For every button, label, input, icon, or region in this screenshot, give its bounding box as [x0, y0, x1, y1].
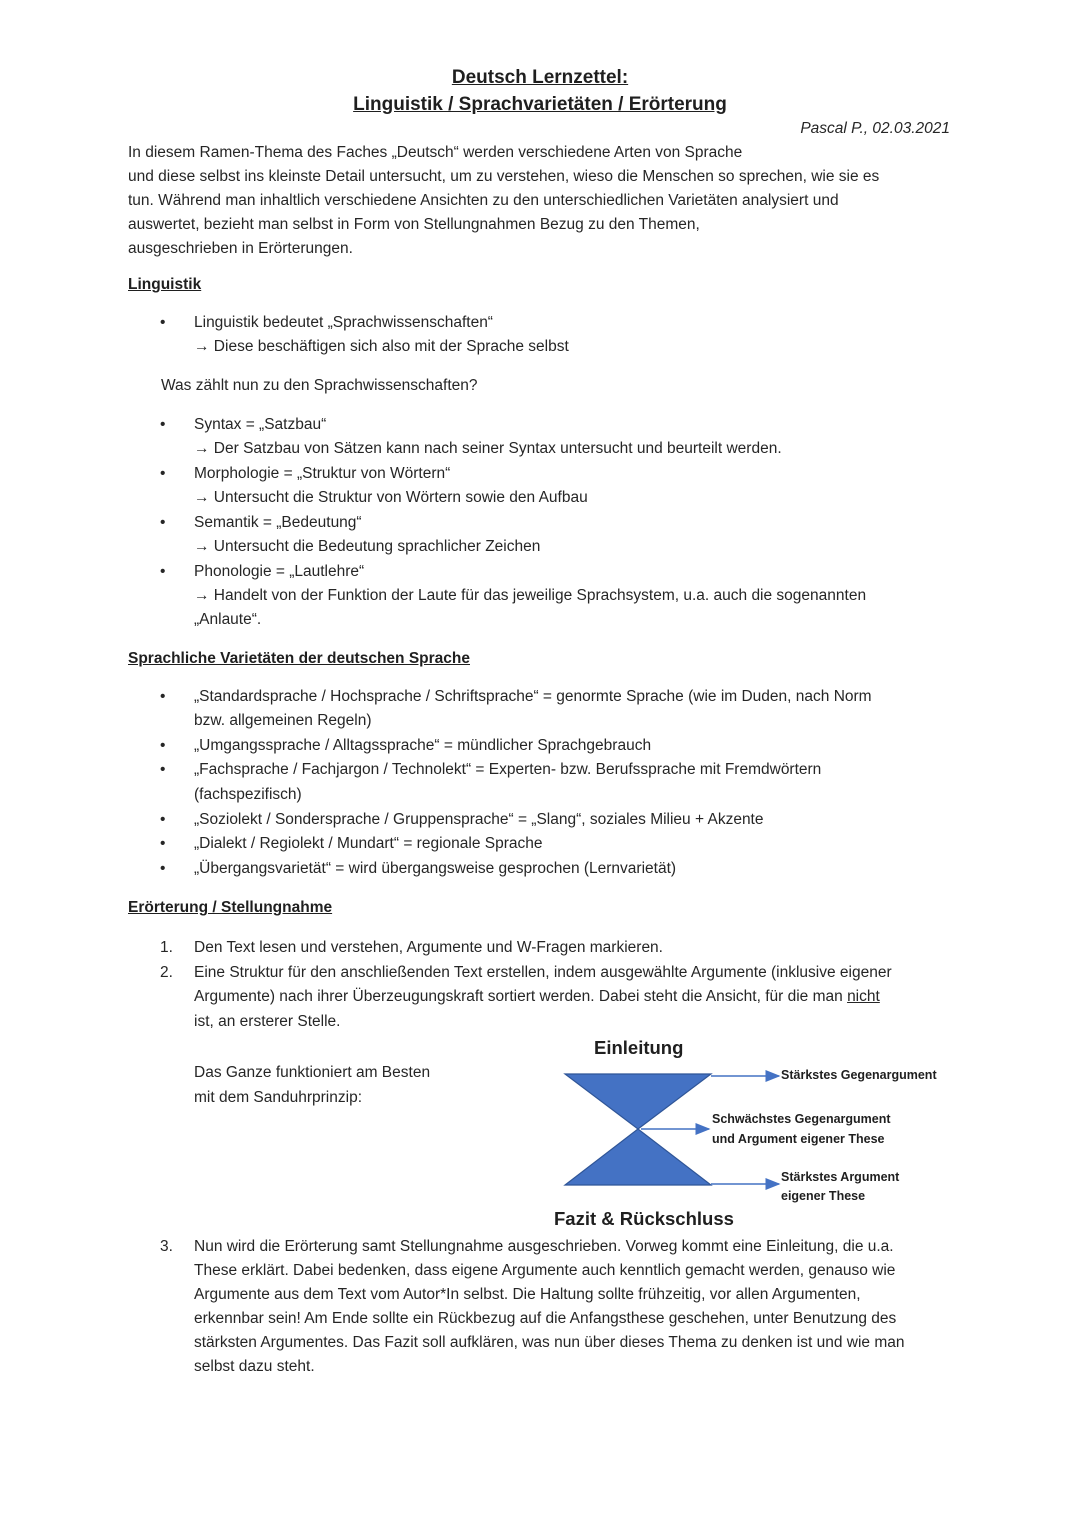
diagram-top-label: Einleitung [594, 1037, 684, 1058]
bullet-icon: • [160, 761, 166, 778]
linguistik-term: Morphologie = „Struktur von Wörtern“ [194, 465, 451, 482]
section-heading-eroerterung: Erörterung / Stellungnahme [128, 899, 333, 916]
diagram-label-weakest-counter: Schwächstes Gegenargument [712, 1112, 891, 1126]
section-heading-linguistik: Linguistik [128, 276, 202, 293]
sandglass-top-triangle [565, 1074, 711, 1129]
varietaet-item: „Fachsprache / Fachjargon / Technolekt“ = Experten- bzw. Berufssprache mit Fremdwörtern [194, 761, 822, 778]
linguistik-term: Semantik = „Bedeutung“ [194, 514, 362, 531]
author-date: Pascal P., 02.03.2021 [800, 120, 950, 137]
step-text: Eine Struktur für den anschließenden Text erstellen, indem ausgewählte Argumente (inklusive eigener [194, 964, 892, 981]
intro-line: tun. Während man inhaltlich verschiedene Ansichten zu den unterschiedlichen Varietäten analysiert und [128, 192, 839, 209]
linguistik-desc: → Handelt von der Funktion der Laute für das jeweilige Sprachsystem, u.a. auch die sogenannten [194, 587, 867, 604]
linguistik-desc: „Anlaute“. [194, 611, 262, 628]
intro-line: und diese selbst ins kleinste Detail untersucht, um zu verstehen, wieso die Menschen so sprechen, wie sie es [128, 168, 880, 185]
step-text-cont [194, 988, 880, 1006]
page-subtitle: Linguistik / Sprachvarietäten / Erörterung [353, 94, 727, 115]
step-text-cont: erkennbar sein! Am Ende sollte ein Rückbezug auf die Anfangsthese geschehen, unter Benutzung des [194, 1310, 897, 1327]
diagram-label-strongest-own: Stärkstes Argument [781, 1170, 900, 1184]
varietaet-item: „Übergangsvarietät“ = wird übergangsweise gesprochen (Lernvarietät) [194, 860, 677, 877]
page-title: Deutsch Lernzettel: [451, 67, 629, 88]
sandglass-intro: Das Ganze funktioniert am Besten [194, 1064, 431, 1081]
varietaet-item: „Standardsprache / Hochsprache / Schriftsprache“ = genormte Sprache (wie im Duden, nach Norm [194, 688, 872, 705]
varietaet-item: „Umgangssprache / Alltagssprache“ = mündlicher Sprachgebrauch [194, 737, 652, 754]
varietaet-item-cont: bzw. allgemeinen Regeln) [194, 712, 372, 729]
step-text-cont: These erklärt. Dabei bedenken, dass eigene Argumente auch kenntlich gemacht werden, genauso wie [194, 1262, 896, 1279]
bullet-icon: • [160, 688, 166, 705]
diagram-label-strongest-counter: Stärkstes Gegenargument [781, 1068, 937, 1082]
intro-line: auswertet, bezieht man selbst in Form von Stellungnahmen Bezug zu den Themen, [128, 216, 700, 233]
diagram-bottom-label: Fazit & Rückschluss [554, 1208, 734, 1229]
diagram-label-weakest-counter: und Argument eigener These [712, 1132, 885, 1146]
linguistik-desc: → Untersucht die Bedeutung sprachlicher Zeichen [194, 538, 541, 555]
step-number: 2. [160, 964, 173, 981]
linguistik-desc: → Der Satzbau von Sätzen kann nach seiner Syntax untersucht und beurteilt werden. [194, 440, 782, 457]
bullet-icon: • [160, 860, 166, 877]
linguistik-question: Was zählt nun zu den Sprachwissenschaften? [161, 377, 478, 394]
bullet-icon: • [160, 835, 166, 852]
underlined-word: nicht [847, 988, 880, 1005]
varietaet-item-cont: (fachspezifisch) [194, 786, 302, 803]
step-text: Nun wird die Erörterung samt Stellungnahme ausgeschrieben. Vorweg kommt eine Einleitung, die u.a. [194, 1238, 894, 1255]
varietaet-item: „Dialekt / Regiolekt / Mundart“ = regionale Sprache [194, 835, 543, 852]
intro-line: ausgeschrieben in Erörterungen. [128, 240, 353, 257]
sandglass-bottom-triangle [565, 1129, 711, 1185]
bullet-icon: • [160, 811, 166, 828]
linguistik-desc: → Untersucht die Struktur von Wörtern sowie den Aufbau [194, 489, 588, 506]
step-text-cont: selbst dazu steht. [194, 1358, 315, 1375]
step-text-cont: Argumente aus dem Text vom Autor*In selbst. Die Haltung sollte frühzeitig, vor allen Argumenten, [194, 1286, 861, 1303]
linguistik-definition: Linguistik bedeutet „Sprachwissenschaften“ [194, 314, 493, 331]
step-text: Den Text lesen und verstehen, Argumente und W-Fragen markieren. [194, 939, 663, 956]
linguistik-term: Syntax = „Satzbau“ [194, 416, 327, 433]
sandglass-intro: mit dem Sanduhrprinzip: [194, 1089, 362, 1106]
bullet-icon: • [160, 563, 166, 580]
varietaet-item: „Soziolekt / Sondersprache / Gruppensprache“ = „Slang“, soziales Milieu + Akzente [194, 811, 764, 828]
step-text-part: Argumente) nach ihrer Überzeugungskraft sortiert werden. Dabei steht die Ansicht, für die man [194, 988, 848, 1005]
linguistik-term: Phonologie = „Lautlehre“ [194, 563, 365, 580]
bullet-icon: • [160, 314, 166, 331]
step-number: 3. [160, 1238, 173, 1255]
step-text-cont: ist, an ersterer Stelle. [194, 1013, 341, 1030]
bullet-icon: • [160, 465, 166, 482]
section-heading-varietaeten: Sprachliche Varietäten der deutschen Sprache [128, 650, 470, 667]
step-number: 1. [160, 939, 173, 956]
bullet-icon: • [160, 737, 166, 754]
sandglass-diagram [555, 1064, 795, 1194]
bullet-icon: • [160, 514, 166, 531]
bullet-icon: • [160, 416, 166, 433]
linguistik-definition-arrow: → Diese beschäftigen sich also mit der Sprache selbst [194, 338, 569, 355]
step-text-cont: stärksten Argumentes. Das Fazit soll aufklären, was nun über dieses Thema zu denken ist und wie man [194, 1334, 905, 1351]
diagram-label-strongest-own: eigener These [781, 1189, 866, 1203]
intro-line: In diesem Ramen-Thema des Faches „Deutsch“ werden verschiedene Arten von Sprache [128, 144, 743, 161]
